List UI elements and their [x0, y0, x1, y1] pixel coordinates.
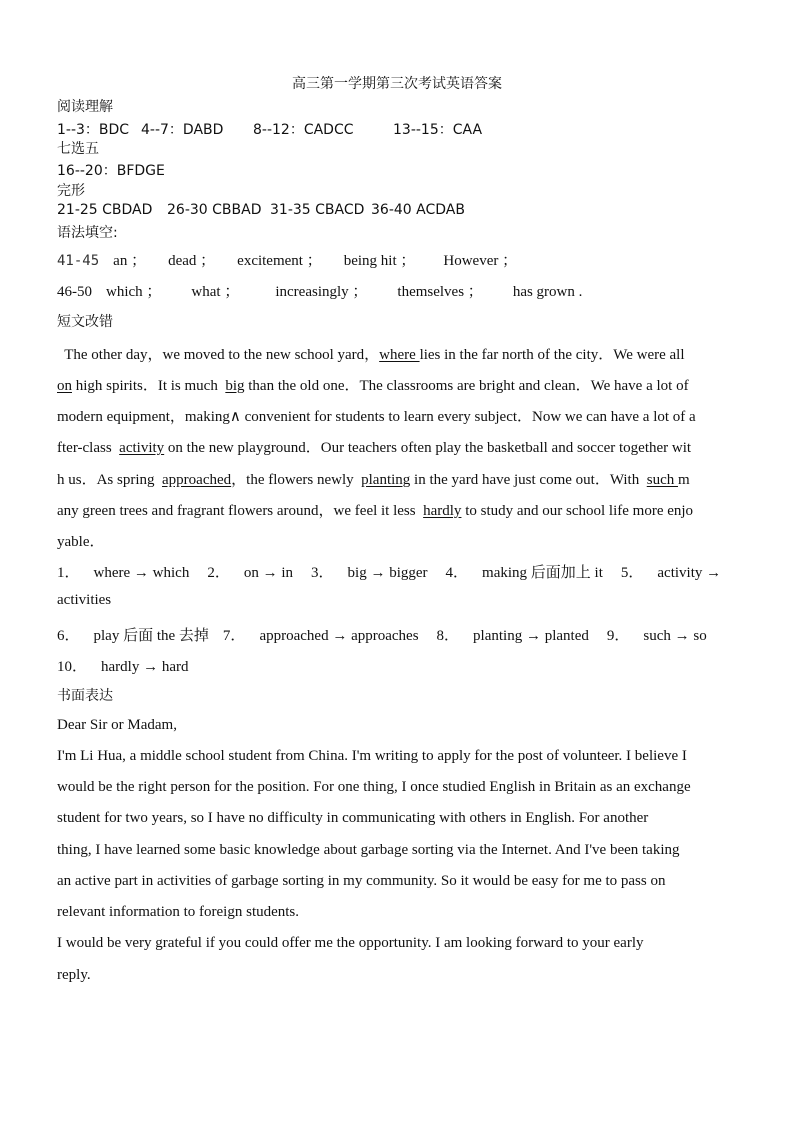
passage-text: fter-class	[57, 440, 120, 456]
grammar-answer-50: has grown .	[512, 284, 583, 300]
error-approached: approached	[162, 472, 232, 488]
correction-passage-line-4	[57, 436, 691, 457]
error-hardly: hardly	[423, 503, 462, 519]
reading-g1-label: 1--3：	[57, 122, 99, 138]
passage-text: m	[677, 472, 690, 488]
passage-text: The other day，we moved to the new school yard，	[57, 347, 380, 363]
reading-answers	[57, 119, 129, 139]
cloze-item-3: 31-35 CBACD	[270, 202, 365, 218]
letter-salutation: Dear Sir or Madam,	[57, 717, 177, 733]
answer-1: where → which	[93, 565, 190, 581]
seven-five-heading: 七选五	[57, 141, 99, 157]
grammar-answer-47: what ；	[191, 284, 240, 300]
answer-number: 2．	[207, 565, 230, 581]
letter-line-4: thing, I have learned some basic knowledge about garbage sorting via the Internet. And I've been taking	[57, 842, 680, 858]
reading-group-3	[253, 119, 354, 139]
answer-number: 3．	[311, 565, 334, 581]
answer-number: 5．	[620, 565, 644, 581]
answer-number: 6．	[57, 628, 80, 644]
correction-answers-row-2	[57, 624, 707, 645]
grammar-row-1	[57, 249, 517, 270]
correction-passage-line-2	[57, 374, 689, 395]
answer-6: play 后面 the 去掉	[93, 628, 209, 644]
grammar-answer-49: themselves ；	[397, 284, 483, 300]
seven-five-label: 16--20：	[57, 163, 117, 179]
correction-heading: 短文改错	[57, 314, 113, 330]
cloze-item-1: 21-25 CBDAD	[57, 202, 153, 218]
answer-9: such → so	[643, 628, 707, 644]
grammar-answer-43: excitement ；	[237, 253, 322, 269]
passage-text: lies in the far north of the city．We were all	[419, 347, 685, 363]
letter-line-7: I would be very grateful if you could offer me the opportunity. I am looking forward to your early	[57, 935, 644, 951]
passage-text: ，the flowers newly	[231, 472, 362, 488]
reading-g1-answer: BDC	[98, 122, 130, 138]
seven-five-answers	[57, 160, 165, 180]
answer-number: 4．	[445, 565, 469, 581]
letter-line-6: relevant information to foreign students.	[57, 904, 300, 920]
cloze-item-4: 36-40 ACDAB	[371, 202, 465, 218]
error-on: on	[57, 378, 72, 394]
grammar-row2-label: 46-50	[57, 284, 92, 300]
answer-10: hardly → hard	[101, 659, 189, 675]
letter-line-5: an active part in activities of garbage sorting in my community. So it would be easy for me to pass on	[57, 873, 666, 889]
correction-passage-line-5	[57, 468, 690, 489]
reading-g2-answer: DABD	[182, 122, 224, 138]
error-activity: activity	[119, 440, 165, 456]
passage-text: any green trees and fragrant flowers around，we feel it less	[57, 503, 424, 519]
passage-text: high spirits．It is much	[72, 378, 226, 394]
grammar-answer-45: However ；	[443, 253, 518, 269]
answer-number: 10．	[57, 659, 88, 675]
answer-number: 9．	[606, 628, 630, 644]
reading-g2-label: 4--7：	[141, 122, 183, 138]
reading-group-2	[141, 119, 223, 139]
passage-text: than the old one．The classrooms are bright and clean．We have a lot of	[244, 378, 689, 394]
seven-five-answer: BFDGE	[116, 163, 165, 179]
answer-number: 1．	[57, 565, 80, 581]
cloze-item-2: 26-30 CBBAD	[167, 202, 262, 218]
correction-passage-line-6	[57, 499, 693, 520]
answer-8: planting → planted	[473, 628, 589, 644]
passage-text: on the new playground．Our teachers often play the basketball and soccer together wit	[164, 440, 692, 456]
letter-line-1: I'm Li Hua, a middle school student from China. I'm writing to apply for the post of volunteer. I believe I	[57, 748, 687, 764]
correction-passage-line-3	[57, 405, 696, 426]
passage-text: in the yard have just come out．With	[410, 472, 647, 488]
reading-heading: 阅读理解	[57, 99, 113, 115]
reading-g3-label: 8--12：	[253, 122, 304, 138]
reading-group-4	[393, 119, 482, 139]
correction-answers-row-3	[57, 655, 189, 676]
error-where: where	[379, 347, 420, 363]
correction-answers-row-1	[57, 561, 721, 582]
answer-number: 8．	[436, 628, 460, 644]
grammar-answer-46: which ；	[106, 284, 162, 300]
letter-line-8: reply.	[57, 967, 91, 983]
error-planting: planting	[361, 472, 411, 488]
answer-5-continued: activities	[57, 592, 112, 608]
answer-4: making 后面加上 it	[482, 565, 603, 581]
answer-2: on → in	[243, 565, 294, 581]
writing-heading: 书面表达	[57, 688, 113, 704]
passage-text: to study and our school life more enjo	[461, 503, 694, 519]
grammar-answer-42: dead ；	[168, 253, 216, 269]
reading-g3-answer: CADCC	[303, 122, 354, 138]
letter-line-3: student for two years, so I have no difficulty in communicating with others in English. For another	[57, 810, 649, 826]
answer-3: big → bigger	[347, 565, 428, 581]
grammar-heading: 语法填空:	[57, 225, 118, 241]
correction-passage-line-1	[57, 343, 685, 364]
correction-passage-line-7: yable．	[57, 534, 105, 550]
answer-number: 7．	[222, 628, 246, 644]
grammar-answer-41: an ；	[113, 253, 147, 269]
answer-5: activity →	[657, 565, 722, 581]
grammar-row1-label: 41-45	[57, 253, 100, 269]
page-title: 高三第一学期第三次考试英语答案	[292, 76, 502, 92]
reading-g4-answer: CAA	[452, 122, 483, 138]
cloze-heading: 完形	[57, 183, 85, 199]
passage-text: modern equipment，making∧ convenient for students to learn every subject．Now we can have a lot of a	[57, 409, 696, 425]
error-big: big	[225, 378, 245, 394]
answer-7: approached → approaches	[259, 628, 419, 644]
letter-line-2: would be the right person for the position. For one thing, I once studied English in Britain as an exchange	[57, 779, 691, 795]
passage-text: h us．As spring	[57, 472, 163, 488]
error-such: such	[646, 472, 678, 488]
grammar-answer-44: being hit ；	[343, 253, 416, 269]
grammar-row-2	[57, 280, 582, 301]
grammar-answer-48: increasingly ；	[275, 284, 368, 300]
reading-g4-label: 13--15：	[393, 122, 453, 138]
